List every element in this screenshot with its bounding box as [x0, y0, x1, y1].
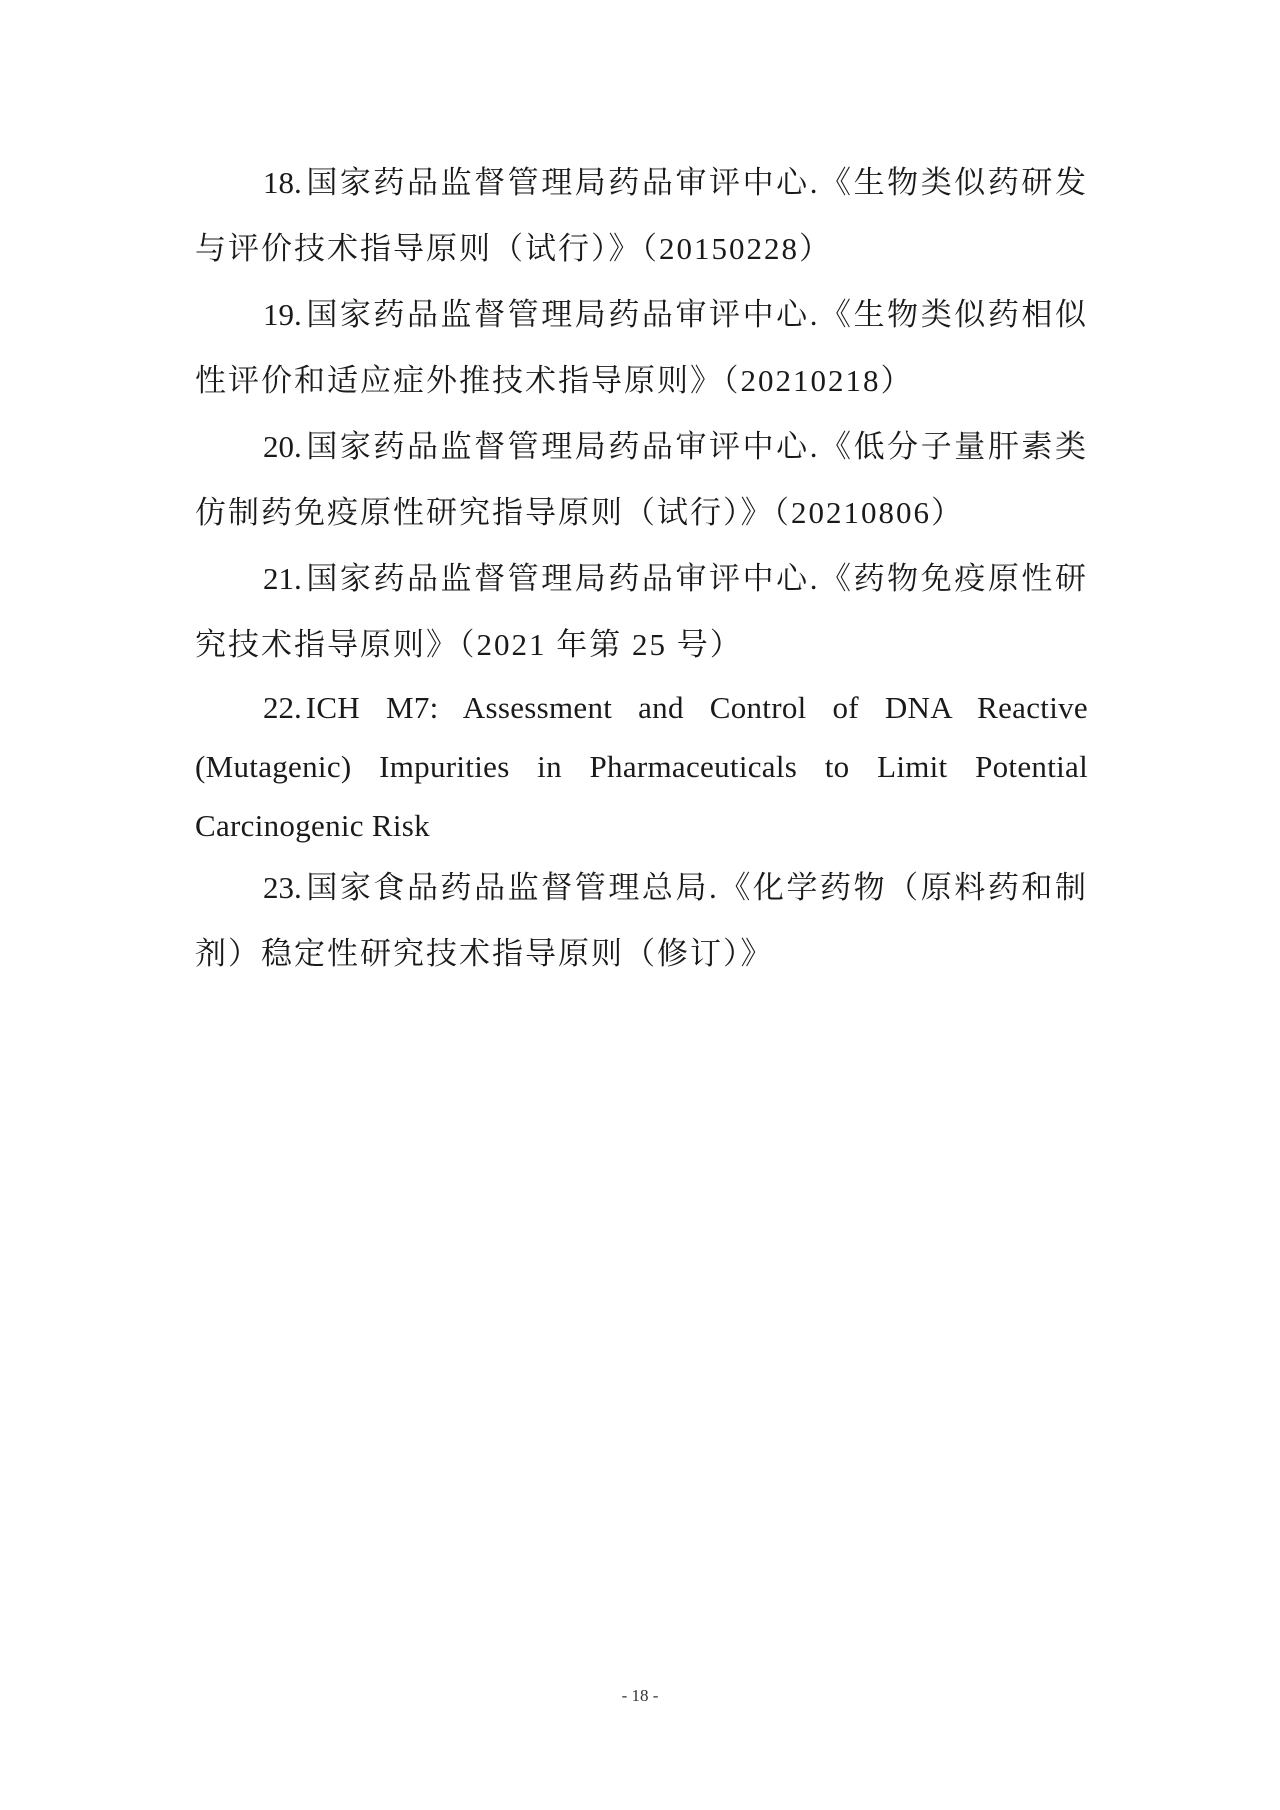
reference-text: 国家食品药品监督管理总局.《化学药物（原料药和制剂）稳定性研究技术指导原则（修订）》	[195, 870, 1088, 971]
reference-item-22	[195, 678, 1088, 855]
reference-number: 20.	[263, 429, 302, 464]
page-number: - 18 -	[621, 1686, 659, 1705]
reference-number: 23.	[263, 870, 302, 905]
reference-text: 国家药品监督管理局药品审评中心.《生物类似药研发与评价技术指导原则（试行）》（20150228）	[195, 165, 1088, 266]
reference-text: 国家药品监督管理局药品审评中心.《药物免疫原性研究技术指导原则》（2021 年第 25 号）	[195, 561, 1088, 662]
reference-text: ICH M7: Assessment and Control of DNA Reactive (Mutagenic) Impurities in Pharmaceuticals to Limit Potential Carcinogenic Risk	[195, 690, 1088, 843]
reference-item-20	[195, 414, 1088, 546]
reference-item-21	[195, 546, 1088, 678]
reference-number: 18.	[263, 165, 302, 200]
reference-text: 国家药品监督管理局药品审评中心.《低分子量肝素类仿制药免疫原性研究指导原则（试行）》（20210806）	[195, 429, 1088, 530]
reference-item-18	[195, 150, 1088, 282]
reference-number: 21.	[263, 561, 302, 596]
reference-item-23	[195, 855, 1088, 987]
reference-list	[195, 150, 1088, 987]
reference-text: 国家药品监督管理局药品审评中心.《生物类似药相似性评价和适应症外推技术指导原则》（20210218）	[195, 297, 1088, 398]
reference-number: 22.	[263, 690, 302, 725]
reference-item-19	[195, 282, 1088, 414]
reference-number: 19.	[263, 297, 302, 332]
